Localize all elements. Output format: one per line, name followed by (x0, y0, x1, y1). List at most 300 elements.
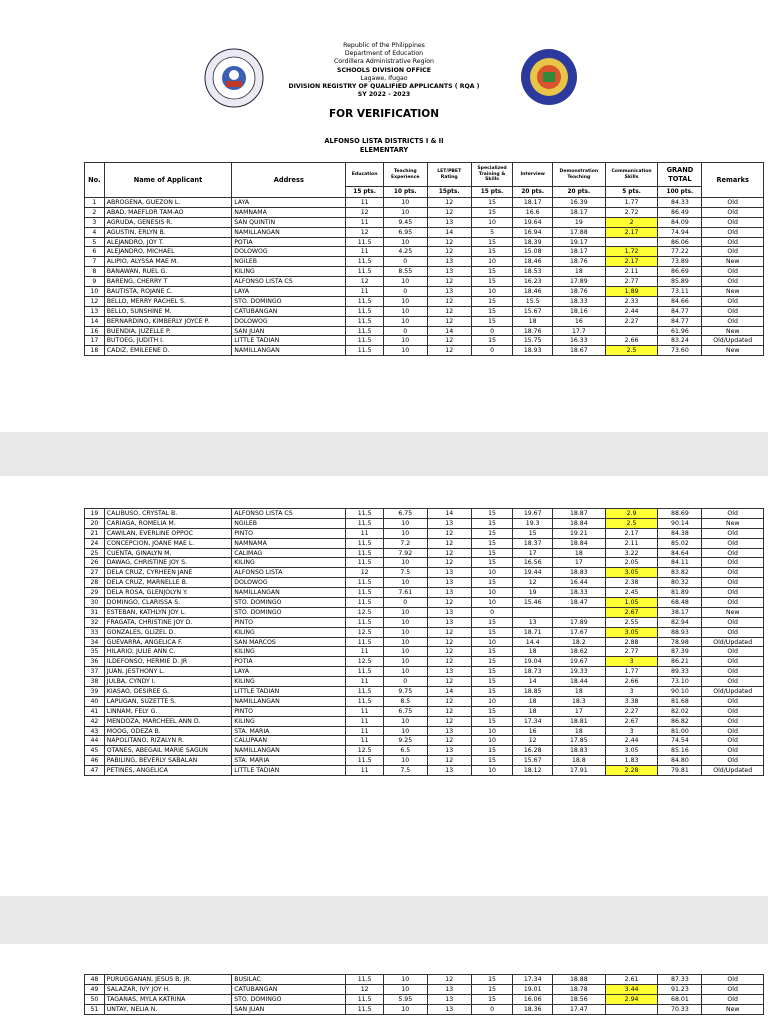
training-score: 15 (471, 207, 513, 217)
interview-score: 16.28 (513, 746, 553, 756)
let-score: 12 (427, 598, 471, 608)
let-score: 13 (427, 984, 471, 994)
education-score: 12.5 (346, 657, 383, 667)
interview-score: 18.76 (513, 326, 553, 336)
let-score: 13 (427, 1004, 471, 1014)
row-number: 44 (85, 736, 105, 746)
training-score: 15 (471, 756, 513, 766)
let-score: 12 (427, 647, 471, 657)
demo-score: 17 (552, 706, 605, 716)
grand-total: 87.39 (658, 647, 702, 657)
education-score: 12 (346, 984, 383, 994)
let-score: 13 (427, 588, 471, 598)
demo-score: 18.2 (552, 637, 605, 647)
comm-score: 2.27 (605, 316, 658, 326)
col-training: Specialized Training & Skills (471, 163, 513, 187)
training-score: 15 (471, 578, 513, 588)
training-score: 15 (471, 984, 513, 994)
comm-score: 3.44 (605, 984, 658, 994)
let-score: 14 (427, 326, 471, 336)
pts-demo: 20 pts. (552, 187, 605, 198)
education-score: 12 (346, 227, 383, 237)
teaching-score: 10 (383, 637, 427, 647)
teaching-score: 10 (383, 1004, 427, 1014)
teaching-score: 10 (383, 336, 427, 346)
let-score: 12 (427, 716, 471, 726)
row-number: 14 (85, 316, 105, 326)
comm-score: 2.38 (605, 578, 658, 588)
document-page-2 (0, 476, 768, 896)
row-number: 49 (85, 984, 105, 994)
interview-score: 18.46 (513, 257, 553, 267)
col-remarks: Remarks (702, 163, 764, 198)
interview-score: 18 (513, 316, 553, 326)
grand-total: 73.89 (658, 257, 702, 267)
training-score: 15 (471, 716, 513, 726)
applicant-name: BERNARDINO, KIMBERLY JOYCE P. (104, 316, 231, 326)
interview-score: 13 (513, 617, 553, 627)
grand-total: 81.89 (658, 588, 702, 598)
address-cell: LITTLE TADIAN (232, 766, 346, 776)
demo-score: 18.16 (552, 306, 605, 316)
address-cell: NGILEB (232, 257, 346, 267)
table-row (85, 627, 764, 637)
let-score: 13 (427, 607, 471, 617)
applicant-name: CUENTA, GINALYN M. (104, 548, 231, 558)
applicant-name: CAWILAN, EVERLINE OPPOC (104, 528, 231, 538)
training-score: 0 (471, 326, 513, 336)
grand-total: 82.94 (658, 617, 702, 627)
row-number: 13 (85, 306, 105, 316)
grand-total: 84.33 (658, 198, 702, 208)
training-score: 15 (471, 306, 513, 316)
table-row (85, 227, 764, 237)
remarks-cell: Old (702, 657, 764, 667)
interview-score: 18 (513, 647, 553, 657)
let-score: 13 (427, 267, 471, 277)
row-number: 20 (85, 518, 105, 528)
demo-score: 18.87 (552, 509, 605, 519)
applicant-name: OTANES, ABEGAIL MARIE SAGUN (104, 746, 231, 756)
grand-total: 86.82 (658, 716, 702, 726)
education-score: 11 (346, 247, 383, 257)
let-score: 13 (427, 667, 471, 677)
demo-score: 18.47 (552, 598, 605, 608)
table-row (85, 277, 764, 287)
row-number: 32 (85, 617, 105, 627)
comm-score: 2.67 (605, 716, 658, 726)
training-score: 15 (471, 647, 513, 657)
col-demo: Demonstration Teaching (552, 163, 605, 187)
document-page-1 (0, 0, 768, 432)
header-line-6: DIVISION REGISTRY OF QUALIFIED APPLICANTS ( RQA ) (288, 83, 480, 91)
grand-total: 86.49 (658, 207, 702, 217)
row-number: 30 (85, 598, 105, 608)
row-number: 17 (85, 336, 105, 346)
district-line: ALFONSO LISTA DISTRICTS I & II (324, 137, 444, 145)
remarks-cell: New (702, 287, 764, 297)
table-row (85, 538, 764, 548)
remarks-cell: Old (702, 198, 764, 208)
remarks-cell: Old (702, 984, 764, 994)
table-row (85, 306, 764, 316)
teaching-score: 10 (383, 726, 427, 736)
training-score: 10 (471, 568, 513, 578)
training-score: 15 (471, 706, 513, 716)
demo-score: 18.17 (552, 207, 605, 217)
comm-score (605, 237, 658, 247)
education-score: 11.5 (346, 306, 383, 316)
training-score: 15 (471, 267, 513, 277)
header-line-4: SCHOOLS DIVISION OFFICE (337, 66, 431, 74)
row-number: 41 (85, 706, 105, 716)
row-number: 40 (85, 696, 105, 706)
row-number: 27 (85, 568, 105, 578)
interview-score: 17 (513, 548, 553, 558)
applicant-name: HILARIO, JULIE ANN C. (104, 647, 231, 657)
training-score: 15 (471, 687, 513, 697)
address-cell: STO. DOMINGO (232, 607, 346, 617)
table-row (85, 588, 764, 598)
row-number: 43 (85, 726, 105, 736)
remarks-cell: Old (702, 247, 764, 257)
education-score: 11.5 (346, 316, 383, 326)
table-row (85, 207, 764, 217)
applicant-name: MOOG, ODEZA B. (104, 726, 231, 736)
grand-total: 91.23 (658, 984, 702, 994)
comm-score: 2.05 (605, 558, 658, 568)
interview-score: 18.71 (513, 627, 553, 637)
remarks-cell: Old/Updated (702, 766, 764, 776)
applicant-name: DAWAG, CHRISTINE JOY S. (104, 558, 231, 568)
training-score: 15 (471, 247, 513, 257)
training-score: 15 (471, 657, 513, 667)
grand-total: 68.48 (658, 598, 702, 608)
row-number: 19 (85, 509, 105, 519)
comm-score: 1.72 (605, 247, 658, 257)
remarks-cell: Old (702, 316, 764, 326)
demo-score: 17.67 (552, 627, 605, 637)
table-row (85, 528, 764, 538)
interview-score: 18.46 (513, 287, 553, 297)
comm-score: 2.77 (605, 647, 658, 657)
demo-score: 19 (552, 217, 605, 227)
comm-score: 2.11 (605, 538, 658, 548)
education-score: 11.5 (346, 326, 383, 336)
header-line-1: Republic of the Philippines (343, 42, 425, 49)
address-cell: BUSILAC (232, 975, 346, 985)
address-cell: CATUBANGAN (232, 984, 346, 994)
let-score: 12 (427, 637, 471, 647)
row-number: 34 (85, 637, 105, 647)
let-score: 12 (427, 316, 471, 326)
remarks-cell: Old (702, 217, 764, 227)
header-line-2: Department of Education (344, 50, 424, 58)
teaching-score: 10 (383, 984, 427, 994)
training-score: 10 (471, 217, 513, 227)
interview-score: 18.53 (513, 267, 553, 277)
address-cell: ALFONSO LISTA (232, 568, 346, 578)
address-cell: STO. DOMINGO (232, 994, 346, 1004)
demo-score: 18.81 (552, 716, 605, 726)
comm-score: 3 (605, 657, 658, 667)
pts-training: 15 pts. (471, 187, 513, 198)
grand-total: 74.54 (658, 736, 702, 746)
education-score: 11 (346, 716, 383, 726)
col-education: Education (346, 163, 383, 187)
remarks-cell: Old (702, 588, 764, 598)
let-score: 12 (427, 736, 471, 746)
comm-score: 2.94 (605, 994, 658, 1004)
let-score: 13 (427, 766, 471, 776)
grand-total: 90.10 (658, 687, 702, 697)
let-score: 14 (427, 687, 471, 697)
comm-score: 2.72 (605, 207, 658, 217)
teaching-score: 10 (383, 647, 427, 657)
address-cell: LITTLE TADIAN (232, 336, 346, 346)
teaching-score: 10 (383, 207, 427, 217)
comm-score: 2.17 (605, 227, 658, 237)
table-row (85, 336, 764, 346)
remarks-cell: Old/Updated (702, 336, 764, 346)
teaching-score: 10 (383, 198, 427, 208)
pts-teaching: 10 pts. (383, 187, 427, 198)
demo-score: 18.3 (552, 696, 605, 706)
applicant-name: ABAD, MAEFLOR TAM-AO (104, 207, 231, 217)
table-row (85, 316, 764, 326)
pts-grand: 100 pts. (658, 187, 702, 198)
grand-total: 83.82 (658, 568, 702, 578)
interview-score: 12 (513, 736, 553, 746)
remarks-cell: Old (702, 647, 764, 657)
table-row (85, 696, 764, 706)
interview-score: 17.34 (513, 975, 553, 985)
training-score: 10 (471, 736, 513, 746)
teaching-score: 10 (383, 578, 427, 588)
remarks-cell: New (702, 607, 764, 617)
education-score: 11.5 (346, 687, 383, 697)
comm-score: 2.61 (605, 975, 658, 985)
row-number: 2 (85, 207, 105, 217)
comm-score: 1.89 (605, 287, 658, 297)
interview-score: 18 (513, 706, 553, 716)
address-cell: NAMILLANGAN (232, 227, 346, 237)
interview-score: 15.75 (513, 336, 553, 346)
teaching-score: 10 (383, 558, 427, 568)
grand-total: 84.09 (658, 217, 702, 227)
row-number: 35 (85, 647, 105, 657)
teaching-score: 6.95 (383, 227, 427, 237)
table-row (85, 706, 764, 716)
teaching-score: 10 (383, 627, 427, 637)
pts-comm: 5 pts. (605, 187, 658, 198)
teaching-score: 10 (383, 346, 427, 356)
teaching-score: 7.5 (383, 568, 427, 578)
let-score: 12 (427, 696, 471, 706)
teaching-score: 0 (383, 326, 427, 336)
demo-score: 17.85 (552, 736, 605, 746)
teaching-score: 9.75 (383, 687, 427, 697)
table-row (85, 677, 764, 687)
teaching-score: 0 (383, 677, 427, 687)
applicant-name: CARIAGA, ROMELIA M. (104, 518, 231, 528)
training-score: 15 (471, 528, 513, 538)
row-number: 25 (85, 548, 105, 558)
interview-score: 18.73 (513, 667, 553, 677)
address-cell: KILING (232, 677, 346, 687)
demo-score: 17.91 (552, 766, 605, 776)
training-score: 15 (471, 518, 513, 528)
header-line-7: SY 2022 - 2023 (357, 91, 411, 99)
table-row (85, 687, 764, 697)
let-score: 12 (427, 677, 471, 687)
grand-total: 84.64 (658, 548, 702, 558)
teaching-score: 9.25 (383, 736, 427, 746)
let-score: 12 (427, 277, 471, 287)
interview-score: 16.06 (513, 994, 553, 1004)
demo-score: 18 (552, 548, 605, 558)
applicant-name: AGRUDA, GENESIS R. (104, 217, 231, 227)
address-cell: CALIMAG (232, 548, 346, 558)
comm-score: 2.5 (605, 518, 658, 528)
education-score: 11.5 (346, 548, 383, 558)
remarks-cell: Old (702, 306, 764, 316)
address-cell: NAMNAMA (232, 538, 346, 548)
teaching-score: 10 (383, 528, 427, 538)
interview-score: 16.6 (513, 207, 553, 217)
address-cell: PINTO (232, 706, 346, 716)
education-score: 11 (346, 736, 383, 746)
row-number: 37 (85, 667, 105, 677)
remarks-cell: New (702, 518, 764, 528)
grand-total: 85.16 (658, 746, 702, 756)
grand-total: 84.11 (658, 558, 702, 568)
row-number: 18 (85, 346, 105, 356)
applicant-name: CADIZ, EMILEENE D. (104, 346, 231, 356)
table-row (85, 736, 764, 746)
table-row (85, 756, 764, 766)
row-number: 39 (85, 687, 105, 697)
demo-score: 18.88 (552, 975, 605, 985)
applicant-name: BUENDIA, JUZELLE P. (104, 326, 231, 336)
address-cell: STA. MARIA (232, 756, 346, 766)
education-score: 11 (346, 706, 383, 716)
let-score: 13 (427, 617, 471, 627)
interview-score (513, 607, 553, 617)
interview-score: 15.08 (513, 247, 553, 257)
training-score: 0 (471, 607, 513, 617)
let-score: 12 (427, 706, 471, 716)
demo-score: 18.83 (552, 568, 605, 578)
row-number: 8 (85, 267, 105, 277)
demo-score: 18.84 (552, 518, 605, 528)
demo-score: 18.33 (552, 588, 605, 598)
let-score: 14 (427, 509, 471, 519)
education-score: 11 (346, 647, 383, 657)
demo-score: 18.76 (552, 257, 605, 267)
applicant-name: DELA ROSA, GLENJOLYN Y. (104, 588, 231, 598)
applicant-name: LINNAM, FELY G. (104, 706, 231, 716)
comm-score: 3.38 (605, 696, 658, 706)
training-score: 15 (471, 994, 513, 1004)
row-number: 16 (85, 326, 105, 336)
interview-score: 19.67 (513, 509, 553, 519)
comm-score: 2.66 (605, 677, 658, 687)
applicant-name: DELA CRUZ, MARNELLE B. (104, 578, 231, 588)
demo-score: 19.17 (552, 237, 605, 247)
remarks-cell: Old (702, 696, 764, 706)
row-number: 1 (85, 198, 105, 208)
education-score: 11.5 (346, 975, 383, 985)
table-row (85, 568, 764, 578)
row-number: 21 (85, 528, 105, 538)
address-cell: LAYA (232, 198, 346, 208)
interview-score: 18.17 (513, 198, 553, 208)
table-row (85, 558, 764, 568)
registry-table-3 (84, 974, 764, 1015)
education-score: 11.5 (346, 237, 383, 247)
interview-score: 18.39 (513, 237, 553, 247)
grand-total: 88.69 (658, 509, 702, 519)
table-row (85, 984, 764, 994)
applicant-name: BELLO, MERRY RACHEL S. (104, 296, 231, 306)
row-number: 12 (85, 296, 105, 306)
teaching-score: 8.5 (383, 696, 427, 706)
demo-score: 18.76 (552, 287, 605, 297)
applicant-name: BAUTISTA, ROJANE C. (104, 287, 231, 297)
education-score: 11 (346, 528, 383, 538)
training-score: 10 (471, 588, 513, 598)
demo-score: 18.44 (552, 677, 605, 687)
education-score: 12 (346, 207, 383, 217)
address-cell: NAMILLANGAN (232, 346, 346, 356)
table-row (85, 247, 764, 257)
applicant-name: BELLO, SUNSHINE M. (104, 306, 231, 316)
comm-score: 1.77 (605, 198, 658, 208)
demo-score: 18 (552, 267, 605, 277)
grand-total: 80.32 (658, 578, 702, 588)
education-score: 11.5 (346, 267, 383, 277)
let-score: 13 (427, 726, 471, 736)
comm-score: 2.33 (605, 296, 658, 306)
teaching-score: 10 (383, 756, 427, 766)
table-row (85, 667, 764, 677)
demo-score: 17.7 (552, 326, 605, 336)
demo-score: 19.21 (552, 528, 605, 538)
col-no: No. (85, 163, 105, 198)
applicant-name: MENDOZA, MARCHEEL ANN D. (104, 716, 231, 726)
registry-table-1 (84, 162, 764, 356)
teaching-score: 7.2 (383, 538, 427, 548)
education-score: 12.5 (346, 627, 383, 637)
training-score: 10 (471, 637, 513, 647)
applicant-name: KIASAO, DESIREE G. (104, 687, 231, 697)
training-score: 15 (471, 336, 513, 346)
teaching-score: 8.55 (383, 267, 427, 277)
comm-score: 3.22 (605, 548, 658, 558)
interview-score: 15 (513, 528, 553, 538)
address-cell: NGILEB (232, 518, 346, 528)
training-score: 10 (471, 598, 513, 608)
address-cell: STO. DOMINGO (232, 598, 346, 608)
interview-score: 19.04 (513, 657, 553, 667)
remarks-cell: Old (702, 994, 764, 1004)
row-number: 26 (85, 558, 105, 568)
interview-score: 16.56 (513, 558, 553, 568)
applicant-name: BARENG, CHERRY T (104, 277, 231, 287)
pts-let: 15pts. (427, 187, 471, 198)
education-score: 11.5 (346, 617, 383, 627)
